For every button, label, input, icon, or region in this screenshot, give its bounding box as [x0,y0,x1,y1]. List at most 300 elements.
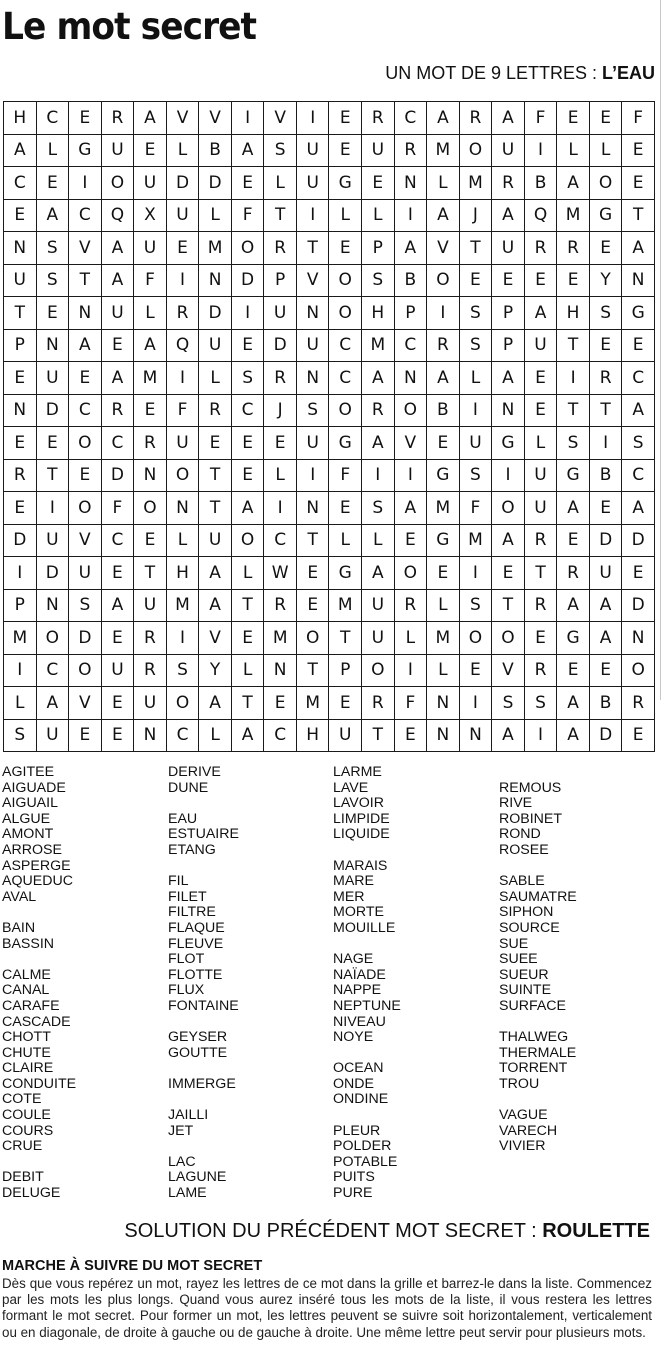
grid-cell[interactable]: I [589,427,622,460]
grid-cell[interactable]: E [557,524,590,557]
grid-cell[interactable]: N [492,394,525,427]
grid-cell[interactable]: E [394,719,427,752]
grid-cell[interactable]: I [296,459,329,492]
grid-cell[interactable]: F [459,492,492,525]
grid-cell[interactable]: U [101,134,134,167]
grid-cell[interactable]: G [329,167,362,200]
grid-cell[interactable]: V [492,654,525,687]
grid-cell[interactable]: A [231,719,264,752]
grid-cell[interactable]: D [622,589,655,622]
grid-cell[interactable]: A [557,687,590,720]
grid-cell[interactable]: E [329,102,362,135]
grid-cell[interactable]: R [394,134,427,167]
grid-cell[interactable]: D [4,524,37,557]
grid-cell[interactable]: P [492,297,525,330]
grid-cell[interactable]: E [622,167,655,200]
grid-cell[interactable]: V [264,102,297,135]
grid-cell[interactable]: L [524,427,557,460]
grid-cell[interactable]: R [101,394,134,427]
grid-cell[interactable]: L [199,362,232,395]
grid-cell[interactable]: T [69,264,102,297]
grid-cell[interactable]: A [394,232,427,265]
grid-cell[interactable]: S [589,297,622,330]
grid-cell[interactable]: A [622,232,655,265]
grid-cell[interactable]: E [459,654,492,687]
grid-cell[interactable]: A [557,167,590,200]
grid-cell[interactable]: G [492,427,525,460]
grid-cell[interactable]: R [589,362,622,395]
grid-cell[interactable]: E [231,622,264,655]
grid-cell[interactable]: O [296,622,329,655]
grid-cell[interactable]: H [4,102,37,135]
grid-cell[interactable]: E [362,167,395,200]
grid-cell[interactable]: I [231,102,264,135]
grid-cell[interactable]: F [329,459,362,492]
grid-cell[interactable]: E [622,557,655,590]
grid-cell[interactable]: A [492,524,525,557]
grid-cell[interactable]: N [427,687,460,720]
grid-cell[interactable]: T [231,589,264,622]
grid-cell[interactable]: U [296,427,329,460]
grid-cell[interactable]: I [296,102,329,135]
grid-cell[interactable]: M [459,167,492,200]
grid-cell[interactable]: R [362,102,395,135]
grid-cell[interactable]: E [4,427,37,460]
grid-cell[interactable]: D [166,167,199,200]
grid-cell[interactable]: A [362,427,395,460]
grid-cell[interactable]: Q [524,199,557,232]
grid-cell[interactable]: E [36,427,69,460]
grid-cell[interactable]: E [231,459,264,492]
grid-cell[interactable]: T [134,557,167,590]
grid-cell[interactable]: R [134,427,167,460]
grid-cell[interactable]: N [36,589,69,622]
grid-cell[interactable]: E [427,427,460,460]
grid-cell[interactable]: C [394,329,427,362]
grid-cell[interactable]: E [492,557,525,590]
grid-cell[interactable]: A [101,232,134,265]
grid-cell[interactable]: G [427,459,460,492]
grid-cell[interactable]: I [166,264,199,297]
grid-cell[interactable]: U [459,427,492,460]
grid-cell[interactable]: T [296,232,329,265]
grid-cell[interactable]: S [622,427,655,460]
grid-cell[interactable]: R [264,232,297,265]
grid-cell[interactable]: S [459,297,492,330]
grid-cell[interactable]: R [524,524,557,557]
grid-cell[interactable]: R [622,687,655,720]
grid-cell[interactable]: I [459,687,492,720]
grid-cell[interactable]: B [524,167,557,200]
grid-cell[interactable]: U [589,557,622,590]
grid-cell[interactable]: I [4,654,37,687]
grid-cell[interactable]: A [622,492,655,525]
grid-cell[interactable]: C [101,524,134,557]
grid-cell[interactable]: A [36,687,69,720]
grid-cell[interactable]: E [69,459,102,492]
grid-cell[interactable]: S [362,264,395,297]
grid-cell[interactable]: R [166,297,199,330]
grid-cell[interactable]: I [427,297,460,330]
grid-cell[interactable]: I [166,622,199,655]
grid-cell[interactable]: M [329,589,362,622]
grid-cell[interactable]: V [394,427,427,460]
grid-cell[interactable]: T [36,459,69,492]
grid-cell[interactable]: M [4,622,37,655]
grid-cell[interactable]: D [264,329,297,362]
grid-cell[interactable]: R [524,654,557,687]
grid-cell[interactable]: O [231,232,264,265]
grid-cell[interactable]: N [394,167,427,200]
grid-cell[interactable]: R [264,362,297,395]
grid-cell[interactable]: E [557,264,590,297]
grid-cell[interactable]: J [459,199,492,232]
grid-cell[interactable]: L [589,134,622,167]
grid-cell[interactable]: I [524,719,557,752]
grid-cell[interactable]: R [101,102,134,135]
grid-cell[interactable]: O [329,394,362,427]
grid-cell[interactable]: E [524,362,557,395]
grid-cell[interactable]: S [4,719,37,752]
grid-cell[interactable]: R [362,394,395,427]
grid-cell[interactable]: U [362,622,395,655]
grid-cell[interactable]: A [524,297,557,330]
grid-cell[interactable]: D [101,459,134,492]
grid-cell[interactable]: L [199,199,232,232]
grid-cell[interactable]: L [166,134,199,167]
grid-cell[interactable]: S [492,687,525,720]
grid-cell[interactable]: P [329,654,362,687]
grid-cell[interactable]: F [394,687,427,720]
grid-cell[interactable]: A [589,622,622,655]
grid-cell[interactable]: I [524,134,557,167]
grid-cell[interactable]: N [264,654,297,687]
grid-cell[interactable]: E [101,719,134,752]
grid-cell[interactable]: I [36,492,69,525]
grid-cell[interactable]: V [166,102,199,135]
grid-cell[interactable]: O [459,622,492,655]
grid-cell[interactable]: S [166,654,199,687]
grid-cell[interactable]: E [589,654,622,687]
grid-cell[interactable]: G [589,199,622,232]
grid-cell[interactable]: E [166,232,199,265]
grid-cell[interactable]: M [296,687,329,720]
grid-cell[interactable]: R [362,687,395,720]
grid-cell[interactable]: U [36,719,69,752]
grid-cell[interactable]: G [557,622,590,655]
grid-cell[interactable]: T [557,329,590,362]
grid-cell[interactable]: E [589,232,622,265]
grid-cell[interactable]: A [134,102,167,135]
grid-cell[interactable]: T [362,719,395,752]
grid-cell[interactable]: L [329,199,362,232]
grid-cell[interactable]: T [622,199,655,232]
grid-cell[interactable]: O [427,264,460,297]
grid-cell[interactable]: M [362,329,395,362]
grid-cell[interactable]: B [589,459,622,492]
grid-cell[interactable]: P [4,329,37,362]
grid-cell[interactable]: E [36,167,69,200]
grid-cell[interactable]: U [36,524,69,557]
grid-cell[interactable]: E [524,622,557,655]
grid-cell[interactable]: U [264,297,297,330]
grid-cell[interactable]: E [264,687,297,720]
grid-cell[interactable]: U [134,589,167,622]
grid-cell[interactable]: E [622,719,655,752]
grid-cell[interactable]: R [557,557,590,590]
grid-cell[interactable]: S [557,427,590,460]
grid-cell[interactable]: Q [101,199,134,232]
grid-cell[interactable]: O [589,167,622,200]
grid-cell[interactable]: O [622,654,655,687]
grid-cell[interactable]: S [296,394,329,427]
grid-cell[interactable]: I [459,394,492,427]
grid-cell[interactable]: N [622,622,655,655]
grid-cell[interactable]: A [101,589,134,622]
grid-cell[interactable]: P [492,329,525,362]
grid-cell[interactable]: U [101,297,134,330]
grid-cell[interactable]: T [589,394,622,427]
grid-cell[interactable]: V [199,102,232,135]
grid-cell[interactable]: L [394,622,427,655]
grid-cell[interactable]: L [4,687,37,720]
grid-cell[interactable]: I [394,199,427,232]
grid-cell[interactable]: D [36,394,69,427]
grid-cell[interactable]: O [362,654,395,687]
grid-cell[interactable]: T [199,459,232,492]
grid-cell[interactable]: U [362,589,395,622]
grid-cell[interactable]: G [622,297,655,330]
grid-cell[interactable]: N [69,297,102,330]
grid-cell[interactable]: E [101,622,134,655]
grid-cell[interactable]: R [427,329,460,362]
grid-cell[interactable]: E [199,427,232,460]
grid-cell[interactable]: A [557,492,590,525]
grid-cell[interactable]: O [492,492,525,525]
grid-cell[interactable]: C [36,102,69,135]
grid-cell[interactable]: A [362,362,395,395]
grid-cell[interactable]: A [69,329,102,362]
grid-cell[interactable]: Y [589,264,622,297]
grid-cell[interactable]: C [69,394,102,427]
grid-cell[interactable]: M [427,134,460,167]
grid-cell[interactable]: U [524,459,557,492]
grid-cell[interactable]: N [36,329,69,362]
grid-cell[interactable]: I [4,557,37,590]
grid-cell[interactable]: I [166,362,199,395]
grid-cell[interactable]: A [557,719,590,752]
grid-cell[interactable]: R [4,459,37,492]
grid-cell[interactable]: A [492,102,525,135]
grid-cell[interactable]: O [36,622,69,655]
grid-cell[interactable]: Q [166,329,199,362]
grid-cell[interactable]: R [134,654,167,687]
grid-cell[interactable]: F [134,264,167,297]
grid-cell[interactable]: M [264,622,297,655]
grid-cell[interactable]: U [4,264,37,297]
grid-cell[interactable]: D [231,264,264,297]
grid-cell[interactable]: T [4,297,37,330]
grid-cell[interactable]: J [264,394,297,427]
grid-cell[interactable]: E [459,264,492,297]
grid-cell[interactable]: T [329,622,362,655]
grid-cell[interactable]: O [166,687,199,720]
grid-cell[interactable]: V [69,524,102,557]
grid-cell[interactable]: A [394,492,427,525]
grid-cell[interactable]: U [134,232,167,265]
grid-cell[interactable]: S [459,329,492,362]
grid-cell[interactable]: U [101,654,134,687]
grid-cell[interactable]: O [459,134,492,167]
grid-cell[interactable]: A [101,362,134,395]
grid-cell[interactable]: C [69,199,102,232]
grid-cell[interactable]: A [36,199,69,232]
grid-cell[interactable]: E [524,264,557,297]
grid-cell[interactable]: N [296,362,329,395]
grid-cell[interactable]: U [36,362,69,395]
grid-cell[interactable]: I [394,459,427,492]
grid-cell[interactable]: D [36,557,69,590]
grid-cell[interactable]: T [557,394,590,427]
grid-cell[interactable]: L [231,654,264,687]
grid-cell[interactable]: P [362,232,395,265]
grid-cell[interactable]: S [459,459,492,492]
grid-cell[interactable]: E [492,264,525,297]
grid-cell[interactable]: U [166,199,199,232]
grid-cell[interactable]: O [166,459,199,492]
grid-cell[interactable]: A [492,719,525,752]
grid-cell[interactable]: E [329,687,362,720]
grid-cell[interactable]: C [4,167,37,200]
grid-cell[interactable]: A [231,134,264,167]
grid-cell[interactable]: N [4,394,37,427]
grid-cell[interactable]: U [199,524,232,557]
grid-cell[interactable]: U [524,329,557,362]
grid-cell[interactable]: T [231,687,264,720]
grid-cell[interactable]: M [166,589,199,622]
grid-cell[interactable]: L [199,719,232,752]
grid-cell[interactable]: V [199,622,232,655]
grid-cell[interactable]: L [134,297,167,330]
grid-cell[interactable]: M [199,232,232,265]
grid-cell[interactable]: U [524,492,557,525]
grid-cell[interactable]: O [231,524,264,557]
grid-cell[interactable]: D [589,719,622,752]
grid-cell[interactable]: E [134,524,167,557]
grid-cell[interactable]: L [427,589,460,622]
grid-cell[interactable]: D [589,524,622,557]
grid-cell[interactable]: P [394,297,427,330]
grid-cell[interactable]: E [394,524,427,557]
grid-cell[interactable]: E [231,329,264,362]
grid-cell[interactable]: E [231,427,264,460]
grid-cell[interactable]: U [69,557,102,590]
grid-cell[interactable]: I [296,199,329,232]
grid-cell[interactable]: N [394,362,427,395]
grid-cell[interactable]: A [199,589,232,622]
grid-cell[interactable]: O [492,622,525,655]
grid-cell[interactable]: I [557,362,590,395]
grid-cell[interactable]: C [264,719,297,752]
grid-cell[interactable]: V [69,687,102,720]
grid-cell[interactable]: C [264,524,297,557]
grid-cell[interactable]: A [427,102,460,135]
grid-cell[interactable]: I [362,459,395,492]
grid-cell[interactable]: N [622,264,655,297]
grid-cell[interactable]: P [4,589,37,622]
grid-cell[interactable]: U [199,329,232,362]
grid-cell[interactable]: U [296,134,329,167]
grid-cell[interactable]: F [622,102,655,135]
grid-cell[interactable]: S [36,232,69,265]
grid-cell[interactable]: M [557,199,590,232]
grid-cell[interactable]: L [264,459,297,492]
grid-cell[interactable]: O [329,264,362,297]
grid-cell[interactable]: I [394,654,427,687]
grid-cell[interactable]: L [362,199,395,232]
grid-cell[interactable]: X [134,199,167,232]
grid-cell[interactable]: L [557,134,590,167]
grid-cell[interactable]: O [329,297,362,330]
grid-cell[interactable]: F [231,199,264,232]
grid-cell[interactable]: G [329,427,362,460]
grid-cell[interactable]: T [296,524,329,557]
grid-cell[interactable]: O [69,654,102,687]
grid-cell[interactable]: O [394,394,427,427]
grid-cell[interactable]: C [329,329,362,362]
grid-cell[interactable]: S [36,264,69,297]
grid-cell[interactable]: B [589,687,622,720]
grid-cell[interactable]: B [199,134,232,167]
grid-cell[interactable]: E [69,719,102,752]
grid-cell[interactable]: E [296,557,329,590]
grid-cell[interactable]: N [166,492,199,525]
grid-cell[interactable]: C [622,362,655,395]
grid-cell[interactable]: T [296,654,329,687]
grid-cell[interactable]: O [394,557,427,590]
grid-cell[interactable]: T [459,232,492,265]
grid-cell[interactable]: U [492,232,525,265]
grid-cell[interactable]: S [264,134,297,167]
grid-cell[interactable]: U [296,167,329,200]
grid-cell[interactable]: E [231,167,264,200]
grid-cell[interactable]: E [427,557,460,590]
grid-cell[interactable]: U [166,427,199,460]
grid-cell[interactable]: M [459,524,492,557]
grid-cell[interactable]: C [101,427,134,460]
grid-cell[interactable]: E [101,329,134,362]
grid-cell[interactable]: L [427,167,460,200]
grid-cell[interactable]: F [524,102,557,135]
grid-cell[interactable]: N [134,459,167,492]
grid-cell[interactable]: G [427,524,460,557]
grid-cell[interactable]: R [524,232,557,265]
grid-cell[interactable]: T [492,589,525,622]
grid-cell[interactable]: R [394,589,427,622]
grid-cell[interactable]: L [166,524,199,557]
grid-cell[interactable]: E [101,557,134,590]
grid-cell[interactable]: U [134,687,167,720]
grid-cell[interactable]: O [134,492,167,525]
grid-cell[interactable]: H [362,297,395,330]
grid-cell[interactable]: N [199,264,232,297]
grid-cell[interactable]: O [69,492,102,525]
grid-cell[interactable]: F [101,492,134,525]
grid-cell[interactable]: P [264,264,297,297]
grid-cell[interactable]: D [199,297,232,330]
grid-cell[interactable]: E [329,134,362,167]
grid-cell[interactable]: V [296,264,329,297]
